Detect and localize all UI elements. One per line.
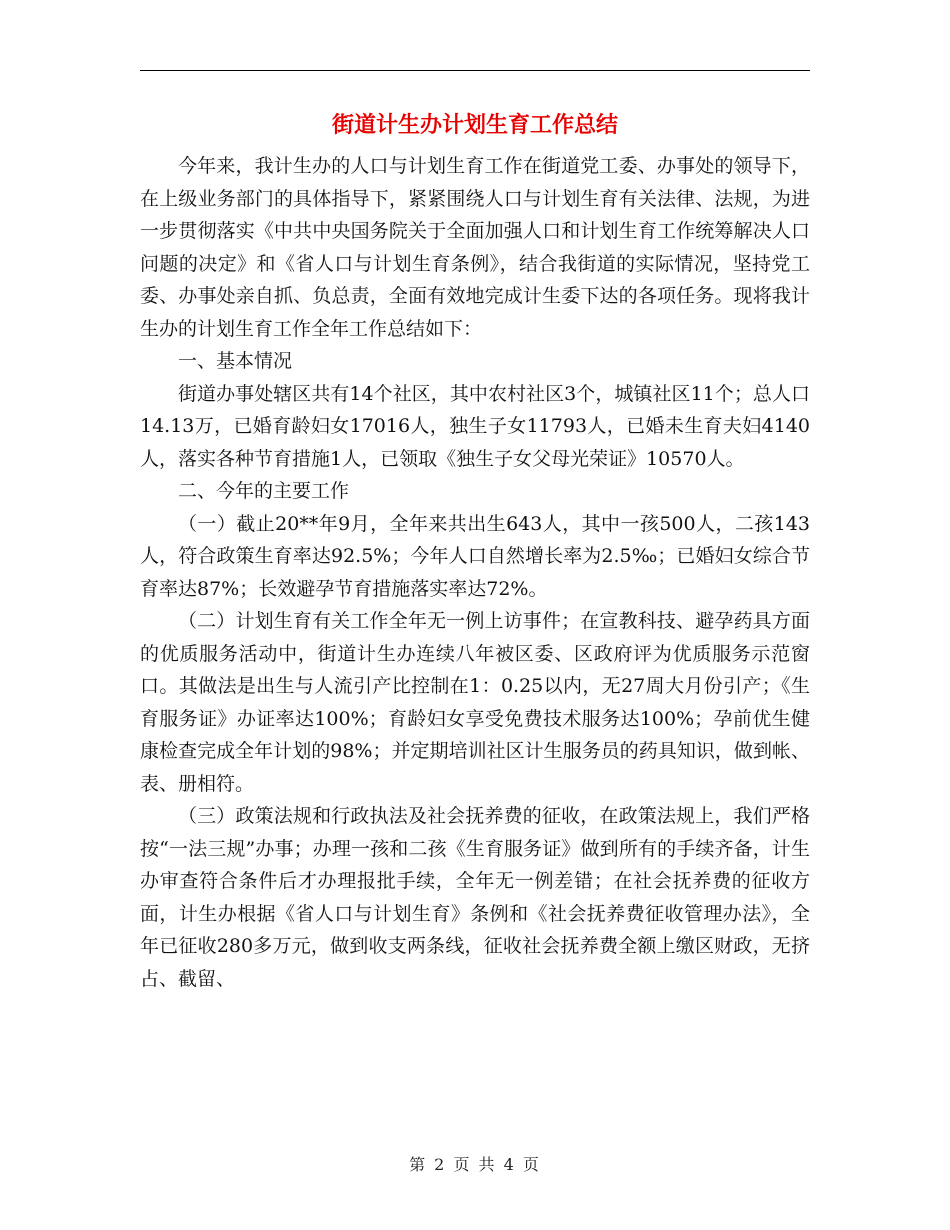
section-heading-basic: 一、基本情况 xyxy=(178,350,293,372)
document-title: 街道计生办计划生育工作总结 xyxy=(331,112,618,138)
header-rule xyxy=(140,70,810,71)
section-heading-main-work: 二、今年的主要工作 xyxy=(178,480,350,502)
paragraph-intro: 今年来，我计生办的人口与计划生育工作在街道党工委、办事处的领导下，在上级业务部门的具体指导下，紧紧围绕人口与计划生育有关法律、法规，为进一步贯彻落实《中共中央国务院关于全面加强人口和计划生育工作统筹解决人口问题的决定》和《省人口与计划生育条例》，结合我街道的实际情况，坚持党工委、办事处亲自抓、负总责，全面有效地完成计生委下达的各项任务。现将我计生办的计划生育工作全年工作总结如下： xyxy=(140,155,810,340)
document-body xyxy=(140,150,810,995)
page-number: 第 2 页 共 4 页 xyxy=(409,1155,541,1174)
paragraph-item-3: （三）政策法规和行政执法及社会抚养费的征收，在政策法规上，我们严格按“一法三规”办事；办理一孩和二孩《生育服务证》做到所有的手续齐备，计生办审查符合条件后才办理报批手续，全年无一例差错；在社会抚养费的征收方面，计生办根据《省人口与计划生育》条例和《社会抚养费征收管理办法》，全年已征收280多万元，做到收支两条线，征收社会抚养费全额上缴区财政，无挤占、截留、 xyxy=(140,805,810,990)
paragraph-item-2: （二）计划生育有关工作全年无一例上访事件；在宣教科技、避孕药具方面的优质服务活动中，街道计生办连续八年被区委、区政府评为优质服务示范窗口。其做法是出生与人流引产比控制在1：0.25以内，无27周大月份引产；《生育服务证》办证率达100%；育龄妇女享受免费技术服务达100%；孕前优生健康检查完成全年计划的98%；并定期培训社区计生服务员的药具知识，做到帐、表、册相符。 xyxy=(140,610,810,795)
paragraph-basic-info: 街道办事处辖区共有14个社区，其中农村社区3个，城镇社区11个；总人口14.13万，已婚育龄妇女17016人，独生子女11793人，已婚未生育夫妇4140人，落实各种节育措施1人，已领取《独生子女父母光荣证》10570人。 xyxy=(140,382,810,470)
paragraph-item-1: （一）截止20**年9月，全年来共出生643人，其中一孩500人，二孩143人，符合政策生育率达92.5%；今年人口自然增长率为2.5‰；已婚妇女综合节育率达87%；长效避孕节育措施落实率达72%。 xyxy=(140,512,810,600)
